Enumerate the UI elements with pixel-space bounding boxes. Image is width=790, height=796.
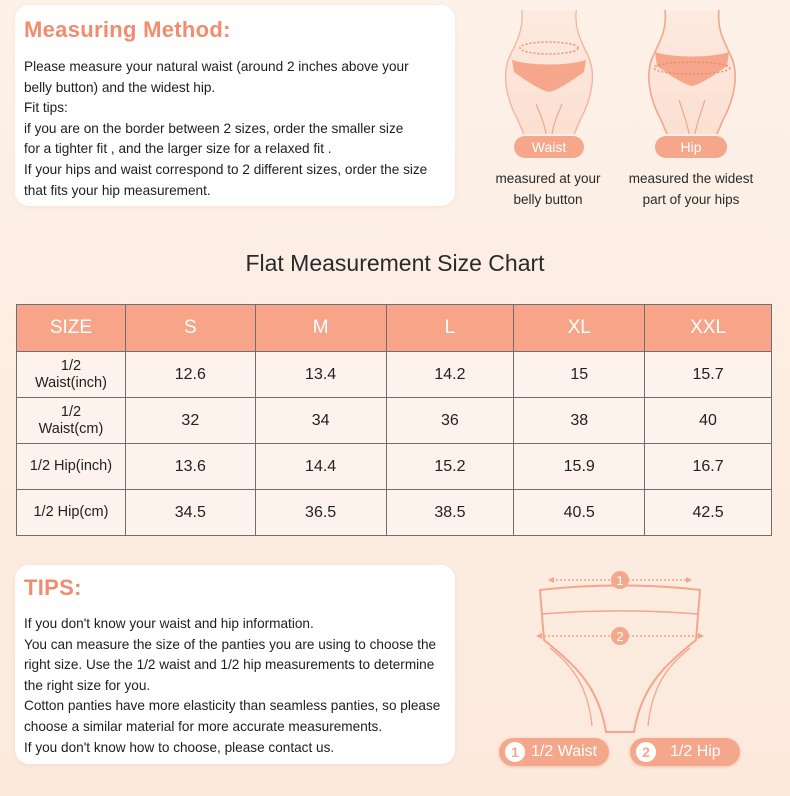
row-label-hip-cm bbox=[17, 490, 126, 536]
table-cell: 36.5 bbox=[255, 490, 386, 536]
method-line: that fits your hip measurement. bbox=[24, 182, 211, 198]
table-cell: 40.5 bbox=[514, 490, 645, 536]
method-line: If your hips and waist correspond to 2 different sizes, order the size bbox=[24, 161, 428, 177]
measuring-method-title: Measuring Method: bbox=[24, 17, 231, 42]
tips-line: Cotton panties have more elasticity than seamless panties, so please bbox=[24, 698, 441, 714]
table-cell: 42.5 bbox=[645, 490, 772, 536]
method-line: Fit tips: bbox=[24, 100, 68, 116]
header-size-xl: XL bbox=[514, 305, 645, 352]
tips-line: choose a similar material for more accurate measurements. bbox=[24, 718, 383, 734]
tips-line: right size. Use the 1/2 waist and 1/2 hip measurements to determine bbox=[24, 657, 435, 673]
waist-pill: Waist bbox=[514, 136, 584, 158]
row-label-waist-inch bbox=[17, 352, 126, 398]
table-cell: 15.7 bbox=[645, 352, 772, 398]
hip-body-illustration bbox=[643, 8, 741, 136]
tips-text bbox=[24, 614, 445, 758]
legend-half-hip bbox=[630, 738, 740, 766]
table-header-row bbox=[17, 305, 772, 352]
method-line: if you are on the border between 2 sizes, order the smaller size bbox=[24, 120, 404, 136]
header-size-xxl: XXL bbox=[645, 305, 772, 352]
panties-measurement-diagram bbox=[530, 566, 710, 738]
waist-caption-line: belly button bbox=[513, 192, 583, 207]
legend-number: 2 bbox=[636, 742, 656, 762]
table-cell: 32 bbox=[125, 398, 255, 444]
tips-line: If you don't know how to choose, please contact us. bbox=[24, 739, 335, 755]
table-cell: 40 bbox=[645, 398, 772, 444]
method-line: belly button) and the widest hip. bbox=[24, 79, 216, 95]
legend-label: 1/2 Waist bbox=[531, 743, 598, 760]
method-line: for a tighter fit , and the larger size for a relaxed fit . bbox=[24, 141, 332, 157]
diagram-marker-2: 2 bbox=[616, 629, 624, 644]
table-cell: 13.4 bbox=[255, 352, 386, 398]
table-cell: 14.4 bbox=[255, 444, 386, 490]
row-label-line: Waist(cm) bbox=[38, 420, 104, 437]
table-cell: 13.6 bbox=[125, 444, 255, 490]
table-cell: 38 bbox=[514, 398, 645, 444]
method-line: Please measure your natural waist (around 2 inches above your bbox=[24, 59, 409, 74]
row-label-waist-cm bbox=[17, 398, 126, 444]
header-size-l: L bbox=[386, 305, 514, 352]
tips-line: You can measure the size of the panties you are using to choose the bbox=[24, 636, 437, 652]
table-row bbox=[17, 398, 772, 444]
table-row bbox=[17, 444, 772, 490]
header-size-m: M bbox=[255, 305, 386, 352]
row-label-line: Waist(inch) bbox=[34, 374, 107, 391]
table-cell: 15 bbox=[514, 352, 645, 398]
measuring-method-text bbox=[24, 57, 445, 201]
legend-half-waist bbox=[499, 738, 609, 766]
row-label-line: 1/2 Hip(inch) bbox=[29, 458, 113, 474]
size-chart-title: Flat Measurement Size Chart bbox=[245, 250, 545, 276]
row-label-line: 1/2 Hip(cm) bbox=[33, 504, 109, 520]
tips-title: TIPS: bbox=[24, 575, 82, 600]
size-chart-table bbox=[16, 304, 772, 536]
hip-pill: Hip bbox=[655, 136, 727, 158]
table-cell: 38.5 bbox=[386, 490, 514, 536]
legend-label: 1/2 Hip bbox=[670, 743, 721, 760]
diagram-marker-1: 1 bbox=[616, 573, 624, 588]
hip-caption bbox=[616, 168, 766, 210]
header-size: SIZE bbox=[17, 305, 126, 352]
table-row bbox=[17, 352, 772, 398]
table-row bbox=[17, 490, 772, 536]
tips-card bbox=[15, 565, 455, 764]
tips-line: If you don't know your waist and hip information. bbox=[24, 616, 314, 631]
table-cell: 15.2 bbox=[386, 444, 514, 490]
table-cell: 34 bbox=[255, 398, 386, 444]
measuring-method-card bbox=[15, 5, 455, 206]
tips-line: the right size for you. bbox=[24, 677, 151, 693]
table-cell: 34.5 bbox=[125, 490, 255, 536]
table-cell: 12.6 bbox=[125, 352, 255, 398]
row-label-line: 1/2 bbox=[60, 403, 82, 420]
table-cell: 16.7 bbox=[645, 444, 772, 490]
row-label-line: 1/2 bbox=[60, 357, 82, 374]
table-cell: 36 bbox=[386, 398, 514, 444]
waist-body-illustration bbox=[500, 8, 598, 136]
hip-caption-line: measured the widest bbox=[628, 171, 754, 186]
table-cell: 15.9 bbox=[514, 444, 645, 490]
waist-caption bbox=[478, 168, 618, 210]
row-label-hip-inch bbox=[17, 444, 126, 490]
header-size-s: S bbox=[125, 305, 255, 352]
legend-number: 1 bbox=[505, 742, 525, 762]
table-cell: 14.2 bbox=[386, 352, 514, 398]
hip-caption-line: part of your hips bbox=[642, 192, 740, 207]
waist-caption-line: measured at your bbox=[495, 171, 601, 186]
